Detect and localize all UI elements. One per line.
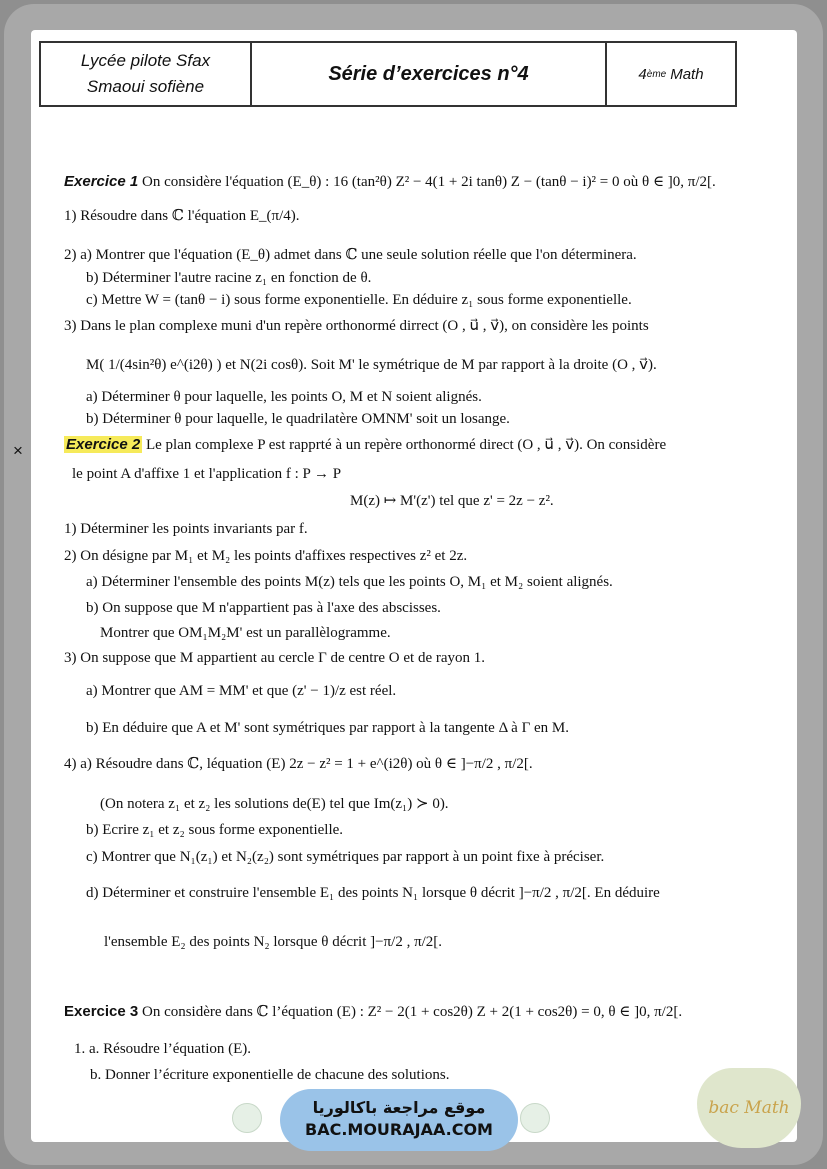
ex1-q1: 1) Résoudre dans ℂ l'équation E_(π/4). (64, 208, 300, 224)
ex1-q2c: c) Mettre W = (tanθ − i) sous forme exponentielle. En déduire z₁ sous forme exponentielle. (86, 292, 632, 308)
level-sup: ème (646, 68, 667, 80)
ex2-q2: 2) On désigne par M₁ et M₂ les points d'affixes respectives z² et 2z. (64, 548, 468, 564)
site-arabic-name: موقع مراجعة باكالوريا (312, 1098, 486, 1117)
ex2-q4d: d) Déterminer et construire l'ensemble E₁ des points N₁ lorsque θ décrit ]−π/2 , π/2[. En déduire (86, 885, 660, 901)
right-small-logo-icon (520, 1103, 550, 1133)
ex1-label: Exercice 1 (64, 173, 139, 190)
school-name: Lycée pilote Sfax (80, 51, 211, 70)
level-text: Math (670, 65, 704, 83)
header-table (39, 41, 737, 107)
ex2-q4c: c) Montrer que N₁(z₁) et N₂(z₂) sont symétriques par rapport à un point fixe à préciser. (86, 849, 605, 865)
ex2-q3: 3) On suppose que M appartient au cercle Γ de centre O et de rayon 1. (64, 650, 486, 666)
ex2-q4d2: l'ensemble E₂ des points N₂ lorsque θ décrit ]−π/2 , π/2[. (104, 934, 443, 950)
ex3-intro: On considère dans ℂ l’équation (E) : Z² − 2(1 + cos2θ) Z + 2(1 + cos2θ) = 0, θ ∈ ]0, π/2[. (141, 1004, 683, 1020)
ex2-q2b: b) On suppose que M n'appartient pas à l'axe des abscisses. (86, 600, 441, 616)
header-school-cell (41, 43, 252, 105)
ex2-q4b: b) Ecrire z₁ et z₂ sous forme exponentielle. (86, 822, 344, 838)
ex2-q4-note: (On notera z₁ et z₂ les solutions de(E) tel que Im(z₁) ≻ 0). (100, 796, 449, 812)
ex2-q2a: a) Déterminer l'ensemble des points M(z) tels que les points O, M₁ et M₂ soient alignés. (86, 574, 613, 590)
left-logo-icon (232, 1103, 262, 1133)
series-title: Série d’exercices n°4 (252, 43, 607, 105)
ex2-q2b2: Montrer que OM₁M₂M' est un parallèlogramme. (100, 625, 391, 641)
level-number: 4 (638, 65, 647, 83)
ex3-label: Exercice 3 (64, 1003, 139, 1020)
ex1-q3a: a) Déterminer θ pour laquelle, les points O, M et N soient alignés. (86, 389, 482, 405)
ex1-q2a: 2) a) Montrer que l'équation (E_θ) admet dans ℂ une seule solution réelle que l'on déterminera. (64, 247, 637, 263)
ex1-intro: On considère l'équation (E_θ) : 16 (tan²θ) Z² − 4(1 + 2i tanθ) Z − (tanθ − i)² = 0 où θ ∈ ]0, π/2[. (141, 174, 716, 190)
handwritten-mark: × (13, 441, 23, 460)
ex1-q3: 3) Dans le plan complexe muni d'un repère orthonormé dirrect (O , u⃗ , v⃗), on considère les points (64, 318, 649, 334)
ex1-q3-points: M( 1/(4sin²θ) e^(i2θ) ) et N(2i cosθ). Soit M' le symétrique de M par rapport à la droite (O , v⃗). (86, 357, 657, 373)
ex3-q1a: 1. a. Résoudre l’équation (E). (74, 1041, 252, 1057)
teacher-name: Smaoui sofiène (86, 77, 205, 96)
ex2-q3b: b) En déduire que A et M' sont symétriques par rapport à la tangente Δ à Γ en M. (86, 720, 569, 736)
ex3-q1b: b. Donner l’écriture exponentielle de chacune des solutions. (90, 1067, 450, 1083)
ex3-intro-line (64, 1002, 682, 1022)
ex2-label: Exercice 2 (66, 436, 141, 453)
bac-math-logo: bac Math (697, 1068, 801, 1148)
ex2-intro: Le plan complexe P est rapprté à un repère orthonormé direct (O , u⃗ , v⃗). On considère (145, 437, 667, 453)
ex2-q4a: 4) a) Résoudre dans ℂ, léquation (E) 2z − z² = 1 + e^(i2θ) où θ ∈ ]−π/2 , π/2[. (64, 756, 533, 772)
ex1-q2b: b) Déterminer l'autre racine z₁ en fonction de θ. (86, 270, 372, 286)
ex2-q1: 1) Déterminer les points invariants par f. (64, 521, 308, 537)
ex2-q3a: a) Montrer que AM = MM' et que (z' − 1)/z est réel. (86, 683, 397, 699)
level-cell (607, 43, 735, 105)
site-url: BAC.MOURAJAA.COM (305, 1120, 493, 1139)
site-banner[interactable] (280, 1089, 518, 1151)
ex2-intro2: le point A d'affixe 1 et l'application f : P → P (72, 466, 342, 482)
ex1-intro-line (64, 172, 716, 192)
ex1-q3b: b) Déterminer θ pour laquelle, le quadrilatère OMNM' soit un losange. (86, 411, 510, 427)
ex2-intro-line (64, 435, 666, 455)
ex2-map: M(z) ↦ M'(z') tel que z' = 2z − z². (350, 493, 554, 509)
